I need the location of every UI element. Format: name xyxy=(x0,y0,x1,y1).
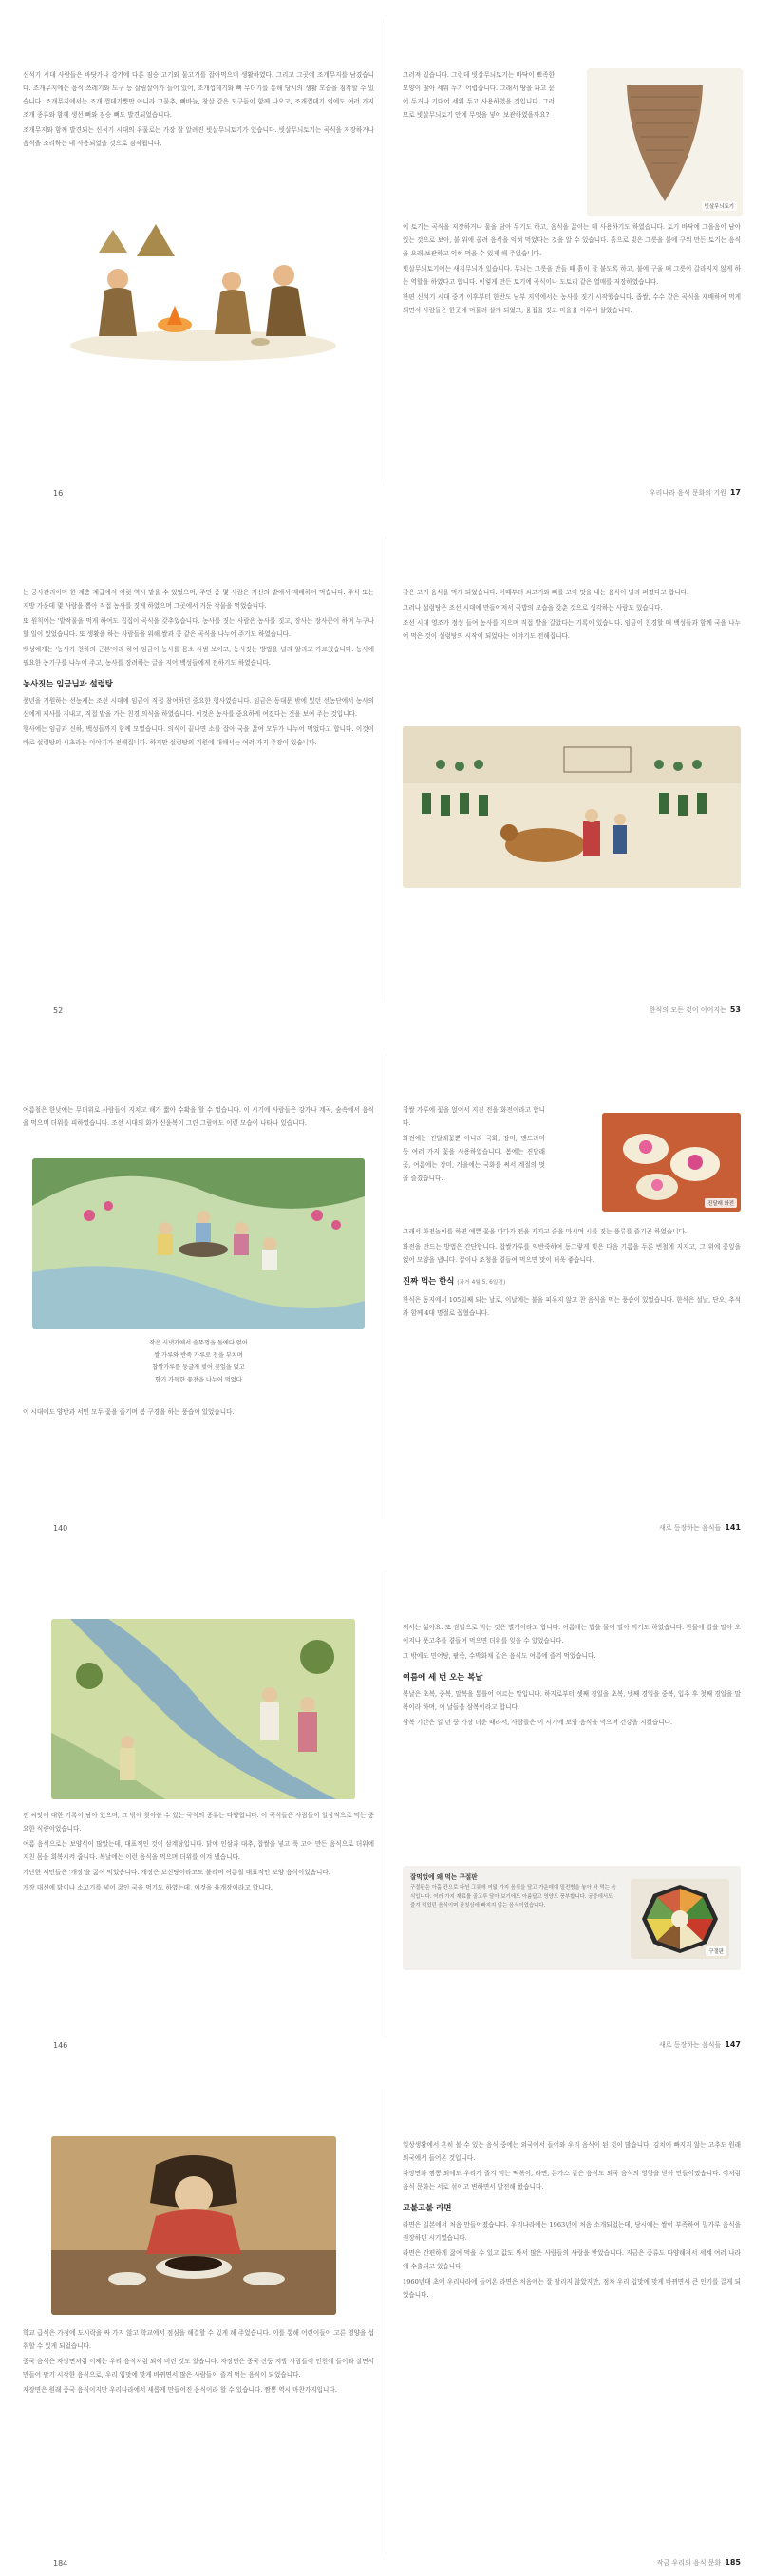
body-text xyxy=(23,2326,374,2398)
photo-caption: 빗살무늬토기 xyxy=(702,201,737,211)
running-title: 새로 등장하는 음식들 xyxy=(658,2041,722,2049)
body-text xyxy=(23,1809,374,1896)
paragraph: 그러져 있습니다. 그런데 빗살무늬토기는 바닥이 뾰족한 모양이 많아 세워 두기 어렵습니다. 그래서 땅을 파고 묻어 두거나 기대어 세워 두고 사용하였을 것입니다. 그러므로 빗살무늬토기 안에 무엇을 넣어 보관하였을까요? xyxy=(403,71,555,119)
paragraph: 신석기 시대 사람들은 바닷가나 강가에 다른 짐승 고기와 물고기를 잡아먹으며 생활하였다. 그리고 그곳에 조개무지를 남겼습니다. 조개무지에는 음식 쓰레기와 도구 등 살림살이가 들어 있어, 조개껍데기와 뼈 무더기를 통해 당시의 생활 모습을 짐작할 수 있습니다. 조개무지에서는 조개 껍데기뿐만 아니라 그물추, 뼈바늘, 창살 같은 도구들이 함께 나오고, 조개껍데기 외에도 여러 가지 조개 종류와 함께 생선 뼈와 짐승 뼈도 발견되었습니다. xyxy=(23,71,374,119)
paragraph: 중국 음식은 자장면처럼 이제는 우리 음식처럼 되어 버린 것도 있습니다. 자장면은 중국 산둥 지방 사람들이 인천에 들어와 살면서 만들어 팔기 시작한 음식으로, 우리 입맛에 맞게 바뀌면서 많은 사람들이 즐겨 먹는 음식이 되었습니다. xyxy=(23,2358,374,2379)
page-number: 16 xyxy=(53,489,64,498)
flower-rice-cake-photo xyxy=(602,1113,741,1212)
caption-line: 찹쌀가루를 둥글게 빚어 꽃잎을 얹고 xyxy=(152,1364,245,1371)
body-text xyxy=(403,1225,741,1322)
spread-4 xyxy=(0,1552,773,2056)
running-footer xyxy=(650,1006,741,1015)
paragraph: 자장면은 원래 중국 음식이지만 우리나라에서 새롭게 만들어진 음식이라 할 수 있습니다. 짬뽕 역시 마찬가지입니다. xyxy=(23,2386,337,2394)
body-text xyxy=(403,2138,741,2303)
page-53 xyxy=(403,517,764,1021)
running-footer xyxy=(650,488,741,498)
page-number: 53 xyxy=(729,1006,741,1014)
paragraph: 쪄서는 삶아요. 또 쌈밥으로 먹는 것은 별개이라고 합니다. 여름에는 밥을 물에 말아 먹기도 하였습니다. 찬물에 밥을 말아 오이지나 풋고추를 곁들여 먹으면 더위를 잊을 수 있었습니다. xyxy=(403,1624,741,1645)
paragraph: 한식은 동지에서 105일째 되는 날로, 이날에는 불을 피우지 않고 찬 음식을 먹는 풍습이 있었습니다. 한식은 설날, 단오, 추석과 함께 4대 명절로 꼽혔습니다. xyxy=(403,1296,741,1317)
paragraph: 그래서 화전놀이를 하면 예쁜 꽃을 따다가 전을 지지고 술을 마시며 시를 짓는 풍류를 즐기곤 하였습니다. xyxy=(403,1228,687,1235)
sidebox-title: 잘먹었에 왜 먹는 구절판 xyxy=(410,1873,478,1881)
page-184 xyxy=(23,2070,384,2573)
paragraph: 일상생활에서 흔히 볼 수 있는 음식 중에는 외국에서 들어와 우리 음식이 된 것이 많습니다. 김치에 빠지지 않는 고추도 원래 외국에서 들어온 것입니다. xyxy=(403,2141,741,2162)
running-footer xyxy=(657,2558,741,2567)
section-heading: 고불고불 라면 xyxy=(403,2203,452,2212)
paragraph: 화전을 만드는 방법은 간단합니다. 찹쌀가루를 익반죽하여 동그랗게 빚은 다음 기름을 두른 번철에 지지고, 그 위에 꽃잎을 얹어 모양을 냅니다. 꿀이나 조청을 곁들여 먹으면 맛이 더욱 좋습니다. xyxy=(403,1243,741,1264)
page-number: 147 xyxy=(725,2040,741,2049)
girl-eating-noodles-illustration xyxy=(51,2136,336,2315)
spread-3 xyxy=(0,1035,773,1538)
heading-note: (과거 4월 5, 6일경) xyxy=(457,1280,506,1286)
paragraph: 또 원칙에는 '밭작물을 먹게 하여도 집집이 곡식을 갖추었습니다. 농사를 짓는 사람은 농사를 짓고, 장사는 장사꾼이 하며 누구나 할 일이 있었습니다. 또 생활을 하는 사람들을 위해 쌀과 콩 같은 곡식을 나누어 주기도 하였습니다. xyxy=(23,617,374,638)
page-141 xyxy=(403,1035,764,1538)
page-number: 184 xyxy=(53,2559,68,2567)
paragraph: 행사에는 임금과 신하, 백성들까지 함께 모였습니다. 의식이 끝나면 소를 잡아 국을 끓여 모두가 나누어 먹었다고 합니다. 이것이 바로 설렁탕의 시초라는 이야기가 전해집니다. 하지만 설렁탕의 기원에 대해서는 여러 가지 주장이 있습니다. xyxy=(23,725,374,746)
paragraph: 빗살무늬토기에는 새김무늬가 있습니다. 무늬는 그릇을 만들 때 흙이 잘 붙도록 하고, 불에 구울 때 그릇이 갈라지지 않게 하는 역할을 하였다고 합니다. 이렇게 만든 토기에 곡식이나 도토리 같은 열매를 저장하였습니다. xyxy=(403,265,741,286)
spread-1 xyxy=(0,0,773,503)
spread-5 xyxy=(0,2070,773,2573)
section-heading xyxy=(403,1274,741,1289)
photo-caption: 진달래 화전 xyxy=(705,1198,737,1208)
body-text xyxy=(403,1621,741,1731)
paragraph: 조개무지와 함께 발견되는 신석기 시대의 유물로는 가장 잘 알려진 빗살무늬토기가 있습니다. 빗살무늬토기는 곡식을 저장하거나 음식을 조리하는 데 사용되었을 것으로 짐작됩니다. xyxy=(23,126,374,147)
running-footer xyxy=(659,1523,741,1532)
body-text xyxy=(403,220,741,319)
paragraph: 이 토기는 곡식을 저장하거나 물을 담아 두기도 하고, 음식을 끓이는 데 사용하기도 하였습니다. 토기 바닥에 그을음이 남아 있는 것으로 보아, 불 위에 올려 음식을 익혀 먹었다는 것을 알 수 있습니다. 흙으로 빚은 그릇을 불에 구워 만든 토기는 음식을 오래 보관하고 익혀 먹을 수 있게 해 주었습니다. xyxy=(403,223,741,257)
page-52 xyxy=(23,517,384,1021)
page-146 xyxy=(23,1552,384,2056)
body-text xyxy=(23,1405,374,1420)
paragraph: 같은 고기 음식을 먹게 되었습니다. 이때부터 쇠고기와 뼈를 고아 맛을 내는 음식이 널리 퍼졌다고 합니다. xyxy=(403,589,689,596)
paragraph: 화전에는 진달래꽃뿐 아니라 국화, 장미, 맨드라미 등 여러 가지 꽃을 사용하였습니다. 봄에는 진달래꽃, 여름에는 장미, 가을에는 국화를 써서 계절의 멋을 즐겼습니다. xyxy=(403,1135,545,1182)
running-title: 한식의 모든 것이 이어지는 xyxy=(649,1006,726,1014)
paragraph: 복날은 초복, 중복, 말복을 통틀어 이르는 말입니다. 하지로부터 셋째 경일을 초복, 넷째 경일을 중복, 입추 후 첫째 경일을 말복이라 하며, 이 날들을 삼복이라고 합니다. xyxy=(403,1690,741,1711)
paragraph: 한편 신석기 시대 중기 이후부터 한반도 남부 지역에서는 농사를 짓기 시작했습니다. 좁쌀, 수수 같은 곡식을 재배하여 먹게 되면서 사람들은 한곳에 머물러 살게 되었고, 움집을 짓고 마을을 이루어 살았습니다. xyxy=(403,293,741,314)
paragraph: 여름 음식으로는 보양식이 많았는데, 대표적인 것이 삼계탕입니다. 닭에 인삼과 대추, 찹쌀을 넣고 푹 고아 만든 음식으로 더위에 지친 몸을 회복시켜 줍니다. 복날에는 이런 음식을 먹으며 더위를 이겨 냈습니다. xyxy=(23,1840,374,1861)
comb-pattern-pottery-photo xyxy=(587,68,743,216)
page-number: 185 xyxy=(725,2558,741,2567)
page-number: 140 xyxy=(53,1524,68,1532)
caption-line: 향기 가득한 꽃전을 나누어 먹었다 xyxy=(155,1377,242,1383)
body-text xyxy=(403,68,555,123)
section-heading: 여름에 세 번 오는 복날 xyxy=(403,1672,483,1682)
heading-text: 진짜 먹는 한식 xyxy=(403,1276,455,1286)
paragraph: 라면은 일본에서 처음 만들어졌습니다. 우리나라에는 1963년에 처음 소개되었는데, 당시에는 쌀이 부족하여 밀가루 음식을 권장하던 시기였습니다. xyxy=(403,2221,741,2242)
paragraph: 찹쌀 가루에 꽃을 얹어서 지진 전을 화전이라고 합니다. xyxy=(403,1106,545,1127)
page-147 xyxy=(403,1552,764,2056)
paragraph: 이 시대에도 양반과 서민 모두 꽃을 즐기며 봄 구경을 하는 풍습이 있었습니다. xyxy=(23,1408,235,1416)
page-number: 146 xyxy=(53,2041,68,2050)
body-text xyxy=(23,1103,374,1132)
illustration-caption xyxy=(80,1337,317,1386)
paragraph: 여름철은 한낮에는 무더위로 사람들이 지치고 해가 짧아 수확을 할 수 없습니다. 이 시기에 사람들은 강가나 계곡, 숲속에서 음식을 먹으며 더위를 피하였습니다. 조선 시대의 화가 신윤복이 그린 그림에도 이런 모습이 나타나 있습니다. xyxy=(23,1106,374,1127)
page-185 xyxy=(403,2070,764,2573)
page-140 xyxy=(23,1035,384,1538)
caption-line: 작은 시냇가에서 솥뚜껑을 돌에다 얹어 xyxy=(149,1340,248,1346)
body-text xyxy=(23,586,374,751)
paragraph: 는 궁사관리이며 한 계층 계급에서 여럿 역시 맡을 수 있었으며, 주민 중 몇 사람은 자신의 밭에서 재배하여 먹습니다. 주식 또는 지방 가운데 몇 사람을 뽑아 직접 농사를 짓게 하였으며 그곳에서 거둔 작물을 먹었습니다. xyxy=(23,589,374,610)
page-16 xyxy=(23,0,384,503)
section-heading: 농사짓는 임금님과 설렁탕 xyxy=(23,679,113,688)
sidebox-body: 구절판은 아홉 칸으로 나뉜 그릇에 여덟 가지 음식을 담고 가운데에 밀전병을 놓아 싸 먹는 음식입니다. 여러 가지 재료를 골고루 담아 보기에도 아름답고 영양도 풍부합니다. 궁중에서도 즐겨 먹었던 음식이며 잔칫상에 빠지지 않는 음식이었습니다. xyxy=(410,1885,616,1908)
page-17 xyxy=(403,0,764,503)
paragraph: 학교 급식은 가정에 도시락을 싸 가지 않고 학교에서 점심을 해결할 수 있게 해 주었습니다. 이를 통해 어린이들이 고른 영양을 섭취할 수 있게 되었습니다. xyxy=(23,2329,374,2350)
paragraph: 라면은 간편하게 끓여 먹을 수 있고 값도 싸서 많은 사람들의 사랑을 받았습니다. 지금은 종류도 다양해져서 세계 여러 나라에 수출되고 있습니다. xyxy=(403,2249,741,2270)
royal-plowing-ceremony-illustration xyxy=(403,726,741,888)
info-sidebox xyxy=(403,1866,741,1970)
spring-picnic-illustration xyxy=(32,1158,365,1329)
body-text xyxy=(403,586,741,645)
body-text xyxy=(23,68,374,152)
running-footer xyxy=(659,2040,741,2050)
paragraph: 전 씨앗에 대한 기록이 남아 있으며, 그 밖에 찾아볼 수 있는 곡식의 종류는 다양합니다. 이 곡식들은 사람들이 일상적으로 먹는 중요한 식량이었습니다. xyxy=(23,1812,374,1833)
page-number: 17 xyxy=(729,488,741,497)
paragraph: 그러나 설렁탕은 조선 시대에 만들어져서 국밥의 모습을 갖춘 것으로 생각하는 사람도 있습니다. xyxy=(403,604,663,611)
paragraph: 가난한 서민들은 '개장'을 끓여 먹었습니다. 개장은 보신탕이라고도 불리며 여름철 대표적인 보양 음식이었습니다. xyxy=(23,1869,330,1876)
stone-age-family-illustration xyxy=(61,213,346,363)
body-text xyxy=(403,1103,545,1187)
paragraph: 자장면과 짬뽕 외에도 우리가 즐겨 먹는 떡볶이, 라면, 돈가스 같은 음식도 외국 음식의 영향을 받아 만들어졌습니다. 이처럼 음식 문화는 서로 섞이고 변하면서 발전해 왔습니다. xyxy=(403,2170,741,2191)
paragraph: 백성에게는 '농사가 천하의 근본'이라 하여 임금이 농사를 몸소 시범 보이고, 농사짓는 방법을 널리 알리고 가르쳤습니다. 농사에 필요한 농기구를 나누어 주고, 농사를 장려하는 글을 지어 백성들에게 전하기도 하였습니다. xyxy=(23,646,374,667)
paragraph: 그 밖에도 민어탕, 팥죽, 수박화채 같은 음식도 여름에 즐겨 먹었습니다. xyxy=(403,1652,596,1660)
gujeolpan-photo xyxy=(631,1879,729,1959)
photo-caption: 구절판 xyxy=(706,1946,726,1956)
running-title: 새로 등장하는 음식들 xyxy=(658,1524,722,1532)
paragraph: 개장 대신에 닭이나 소고기를 넣어 끓인 국을 먹기도 하였는데, 이것을 육개장이라고 합니다. xyxy=(23,1884,273,1891)
caption-line: 쌀 가루와 반죽 가루로 전을 부치며 xyxy=(154,1352,243,1359)
page-number: 52 xyxy=(53,1006,64,1015)
running-title: 우리나라 음식 문화의 기원 xyxy=(649,489,726,497)
paragraph: 삼복 기간은 일 년 중 가장 더운 때라서, 사람들은 이 시기에 보양 음식을 먹으며 건강을 지켰습니다. xyxy=(403,1719,673,1726)
running-title: 작금 우리의 음식 문화 xyxy=(656,2559,722,2567)
page-number: 141 xyxy=(725,1523,741,1532)
summer-stream-illustration xyxy=(51,1619,355,1799)
paragraph: 조선 시대 영조가 정성 들여 농사를 지으며 직접 밭을 갈았다는 기록이 있습니다. 임금이 친경할 때 백성들과 함께 국을 나누어 먹은 것이 설렁탕의 시작이 되었다는 이야기도 전해집니다. xyxy=(403,619,741,640)
paragraph: 풍년을 기원하는 선농제는 조선 시대에 임금이 직접 참여하던 중요한 행사였습니다. 임금은 동대문 밖에 있던 선농단에서 농사의 신에게 제사를 지내고, 직접 밭을 가는 친경 의식을 하였습니다. 이것은 농사를 중요하게 여겼다는 것을 보여 주는 것입니다. xyxy=(23,697,374,718)
paragraph: 1960년대 초에 우리나라에 들어온 라면은 처음에는 잘 팔리지 않았지만, 점차 우리 입맛에 맞게 바뀌면서 큰 인기를 끌게 되었습니다. xyxy=(403,2278,741,2299)
spread-2 xyxy=(0,517,773,1021)
